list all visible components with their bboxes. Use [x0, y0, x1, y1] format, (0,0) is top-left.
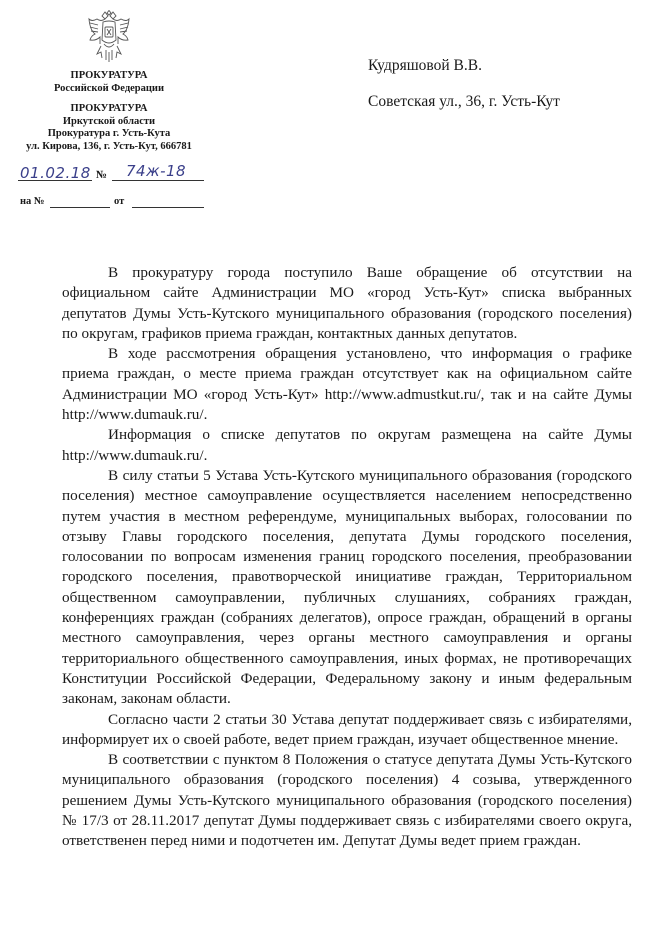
reference-ot-label: от — [114, 196, 125, 207]
sender-address: ул. Кирова, 136, г. Усть-Кут, 666781 — [26, 140, 192, 152]
addressee-address: Советская ул., 36, г. Усть-Кут — [368, 93, 560, 110]
body-paragraph: В соответствии с пунктом 8 Положения о статусе депутата Думы Усть-Кутского муниципального образования (городского поселения) 4 созыва, утвержденного решением Думы Усть-Кутского муниципального образования (городского поселения) № 17/3 от 28.11.2017 депутат Думы поддерживает связь с избирателями своего округа, ответственен перед ними и подотчетен им. Депутат Думы ведет прием граждан. — [62, 751, 632, 850]
addressee-block — [368, 48, 560, 120]
sender-block — [14, 10, 204, 154]
registration-number-label: № — [96, 169, 108, 181]
addressee-name: Кудряшовой В.В. — [368, 57, 482, 74]
org-country: Российской Федерации — [53, 82, 165, 94]
registration-date: 01.02.18 — [20, 164, 91, 182]
sub-city: Прокуратура г. Усть-Кута — [47, 128, 171, 140]
coat-of-arms-icon — [86, 10, 132, 64]
body-paragraph: В прокуратуру города поступило Ваше обращение об отсутствии на официальном сайте Администрации МО «город Усть-Кут» списка выбранных депутатов Думы Усть-Кутского муниципального образования (городского поселения) по округам, графиков приема граждан, контактных данных депутатов. — [62, 264, 632, 342]
registration-line — [14, 162, 204, 186]
registration-number: 74ж-18 — [126, 162, 187, 180]
sub-title: ПРОКУРАТУРА — [70, 103, 148, 115]
org-title: ПРОКУРАТУРА — [70, 70, 148, 81]
body-paragraph: В силу статьи 5 Устава Усть-Кутского муниципального образования (городского поселения) местное самоуправление осуществляется населением непосредственно путем участия в местном референдуме, муниципальных выборах, голосовании по отзыву Главы городского поселения, депутата Думы городского поселения, голосовании по вопросам изменения границ городского поселения, преобразовании городского поселения, правотворческой инициативе граждан, Территориальном общественном самоуправлении, публичных слушаниях, собраниях граждан, конференциях граждан (собраниях делегатов), опросе граждан, обращений в органы местного самоуправления, через органы местного самоуправления и органы территориального общественного самоуправления, иных формах, не противоречащих Конституции Российской Федерации, Федеральному закону и иным федеральным законам, законам области. — [62, 466, 632, 708]
sub-region: Иркутской области — [62, 115, 156, 127]
body-paragraph: Согласно части 2 статьи 30 Устава депутат поддерживает связь с избирателями, информирует их о своей работе, ведет прием граждан, изучает общественное мнение. — [62, 710, 632, 748]
reference-line — [14, 196, 204, 212]
body-paragraph: В ходе рассмотрения обращения установлено, что информация о графике приема граждан, о месте приема граждан отсутствует как на официальном сайте Администрации МО «город Усть-Кут» http://www.admustkut.ru/, так и на сайте Думы http://www.dumauk.ru/. — [62, 345, 632, 424]
reference-na-label: на № — [20, 196, 45, 207]
letter-body — [62, 263, 632, 852]
body-paragraph: Информация о списке депутатов по округам размещена на сайте Думы http://www.dumauk.ru/. — [62, 426, 632, 464]
